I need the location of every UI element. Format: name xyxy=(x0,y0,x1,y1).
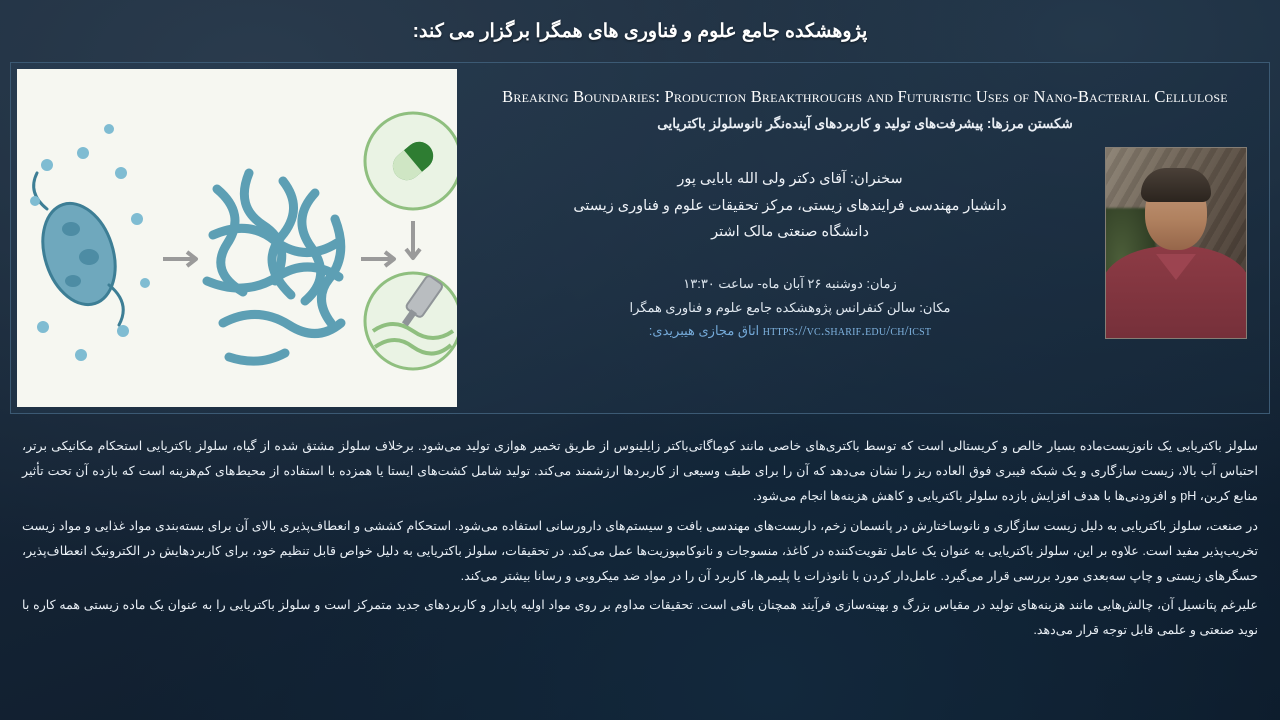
poster-header xyxy=(0,0,1280,62)
portrait-hair xyxy=(1141,168,1211,202)
abstract-text xyxy=(0,414,1280,720)
abstract-paragraph: در صنعت، سلولز باکتریایی به دلیل زیست سازگاری و نانوساختارش در پانسمان زخم، داربست‌های مهندسی بافت و سیستم‌های دارورسانی استفاده می‌شود. استحکام کششی و انعطاف‌پذیری بالای آن برای بسته‌بندی مواد غذایی و مواد زیست تخریب‌پذیر مفید است. علاوه بر این، سلولز باکتریایی به عنوان یک عامل تقویت‌کننده در کاغذ، منسوجات و نانوکامپوزیت‌ها عمل می‌کند. در تحقیقات، سلولز باکتریایی به دلیل خواص قابل تنظیم خود، برای کاربردهایش در الکترونیک انعطاف‌پذیر، حسگرهای زیستی و چاپ سه‌بعدی مورد بررسی قرار می‌گیرد. عامل‌دار کردن با نانوذرات یا پلیمرها، کاربرد آن را در مواد ضد میکروبی و رسانا بیشتر می‌کند. xyxy=(22,518,1258,583)
event-card xyxy=(10,62,1270,414)
virtual-room-link[interactable]: https://vc.sharif.edu/ch/icst xyxy=(762,323,932,339)
speaker-affiliation-1: دانشیار مهندسی فرایندهای زیستی، مرکز تحقیقات علوم و فناوری زیستی xyxy=(573,197,1007,214)
abstract-paragraph: علیرغم پتانسیل آن، چالش‌هایی مانند هزینه‌های تولید در مقیاس بزرگ و بهینه‌سازی فرآیند همچنان باقی است. تحقیقات مداوم بر روی مواد اولیه پایدار و کاربردهای جدید متمرکز است و سلولز باکتریایی را به عنوان یک ماده زیستی همه کاره با نوید صنعتی و علمی قابل توجه قرار می‌دهد. xyxy=(22,598,1258,638)
speaker-name: سخنران: آقای دکتر ولی الله بابایی پور xyxy=(677,170,903,187)
drug-capsule-icon xyxy=(365,113,457,209)
title-english: Breaking Boundaries: Production Breakthroughs and Futuristic Uses of Nano-Bacterial Cellulose xyxy=(502,87,1228,106)
title-farsi: شکستن مرزها: پیشرفت‌های تولید و کاربردهای آینده‌نگر نانوسلولز باکتریایی xyxy=(657,115,1073,131)
nanocellulose-diagram xyxy=(17,69,457,407)
speaker-affiliation-2: دانشگاه صنعتی مالک اشتر xyxy=(711,224,869,241)
event-time: زمان: دوشنبه ۲۶ آبان ماه- ساعت ۱۳:۳۰ xyxy=(683,276,897,292)
organizer-line: پژوهشکده جامع علوم و فناوری های همگرا برگزار می کند: xyxy=(412,20,868,42)
speaker-portrait xyxy=(1105,147,1247,339)
virtual-room-label: اتاق مجازی هیبریدی: xyxy=(648,322,760,338)
virtual-room-line xyxy=(481,319,1099,344)
event-place: مکان: سالن کنفرانس پژوهشکده جامع علوم و فناوری همگرا xyxy=(629,299,951,315)
abstract-paragraph: سلولز باکتریایی یک نانوزیست‌ماده بسیار خالص و کریستالی است که توسط باکتری‌های خاصی مانند کوماگاتی‌باکتر زایلینوس از طریق تخمیر هوازی تولید می‌شود. برخلاف سلولز مشتق شده از گیاه، سلولز باکتریایی استحکام مکانیکی برتر، احتباس آب بالا، زیست سازگاری و یک شبکه فیبری فوق العاده ریز را نشان می‌دهد که آن را برای طیف وسیعی از کاربردها ارزشمند می‌کند. تولید شامل کشت‌های ایستا یا همزده با استفاده از محیط‌های کم‌هزینه است که بازده آن تحت تأثیر منابع کربن، pH و افزودنی‌ها با هدف افزایش بازده سلولز باکتریایی و کاهش هزینه‌ها انجام می‌شود. xyxy=(22,439,1258,504)
wound-dressing-icon xyxy=(365,273,457,369)
figure-pane xyxy=(17,69,457,407)
event-info-pane xyxy=(467,69,1263,407)
